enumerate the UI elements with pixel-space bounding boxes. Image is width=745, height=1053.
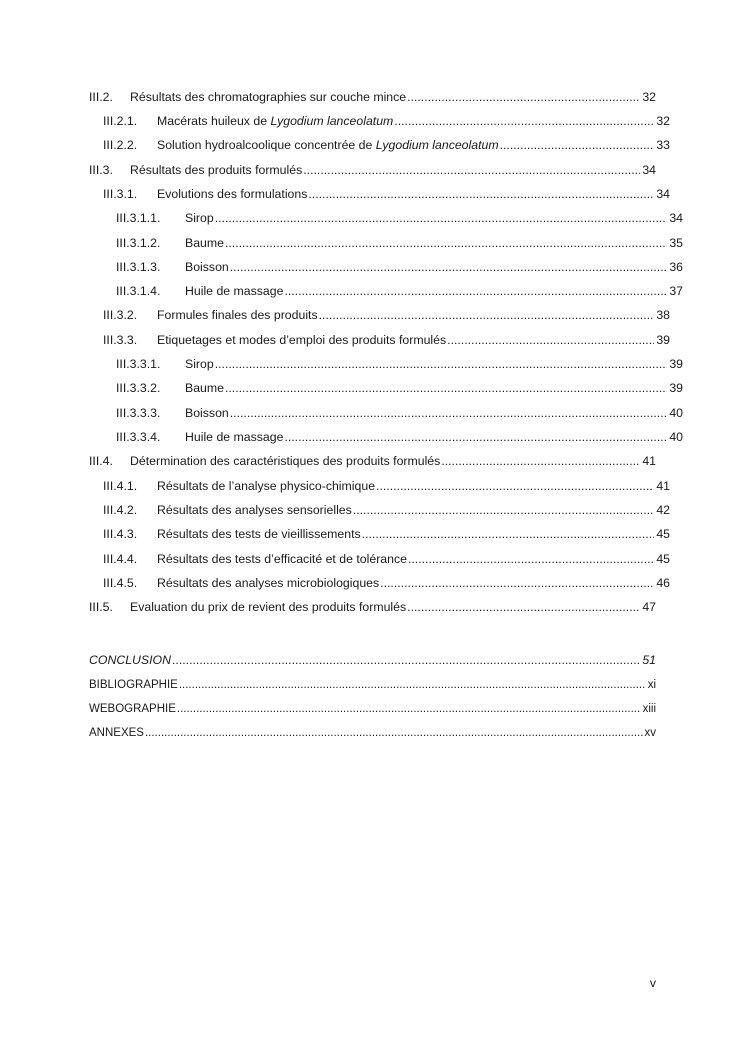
dot-leader [225,379,667,397]
toc-entry[interactable] [89,331,670,349]
toc-entry-page: 41 [656,479,670,493]
toc-entry-title: CONCLUSION [89,653,171,667]
toc-entry-number: III.4.2. [103,503,138,517]
dot-leader [380,574,654,592]
toc-entry[interactable] [89,258,683,276]
toc-entry-number: III.4. [89,454,113,468]
toc-entry-title: Baume [185,236,224,250]
toc-entry-number: III.2.2. [103,138,138,152]
toc-entry[interactable] [89,477,670,495]
toc-entry[interactable] [89,306,670,324]
toc-entry-title: Evaluation du prix de revient des produits formulés [130,600,407,614]
page-number: v [649,976,656,990]
toc-entry-title: Résultats des analyses microbiologiques [157,576,380,590]
toc-entry-page: 34 [669,211,683,225]
toc-entry-number: III.3.3.1. [116,357,161,371]
toc-entry[interactable] [89,379,683,397]
toc-entry-page: 36 [669,260,683,274]
toc-entry-number: III.3.3.4. [116,430,161,444]
toc-entry-number: III.3.1.1. [116,211,161,225]
dot-leader [376,477,654,495]
toc-entry-title: Résultats des tests d’efficacité et de tolérance [157,552,407,566]
toc-entry-title: ANNEXES [89,727,144,739]
dot-leader [145,724,643,742]
toc-entry[interactable] [89,428,683,446]
dot-leader [230,404,668,422]
toc-entry-title: Evolutions des formulations [157,187,308,201]
toc-entry-title: Solution hydroalcoolique concentrée de Lygodium lanceolatum [157,138,499,152]
toc-entry-page: 46 [656,576,670,590]
toc-entry-number: III.3.3.3. [116,406,161,420]
dot-leader [177,700,641,718]
dot-leader [303,161,640,179]
dot-leader [179,676,646,694]
dot-leader [407,598,640,616]
toc-entry[interactable] [89,525,670,543]
toc-entry-page: 39 [669,357,683,371]
toc-entry-title: Résultats des tests de vieillissements [157,527,361,541]
toc-entry[interactable] [89,574,670,592]
toc-entry-page: 33 [656,138,670,152]
dot-leader [172,651,640,669]
toc-entry[interactable] [89,452,656,470]
toc-entry-number: III.3.2. [103,308,138,322]
toc-entry[interactable] [89,185,670,203]
dot-leader [215,355,668,373]
toc-entry-annexes[interactable] [89,724,656,742]
toc-entry-page: 40 [669,406,683,420]
toc-entry[interactable] [89,598,656,616]
toc-entry-title: Macérats huileux de Lygodium lanceolatum [157,114,394,128]
toc-entry-number: III.4.4. [103,552,138,566]
toc-entry[interactable] [89,234,683,252]
toc-entry[interactable] [89,501,670,519]
toc-entry-number: III.3.3. [103,333,138,347]
toc-entry-number: III.3.3.2. [116,381,161,395]
toc-entry-number: III.2. [89,90,113,104]
toc-entry-title: Baume [185,381,224,395]
toc-entry-number: III.3.1.3. [116,260,161,274]
toc-entry[interactable] [89,88,656,106]
toc-entry-webographie[interactable] [89,700,656,718]
toc-entry-number: III.3.1.4. [116,284,161,298]
toc-entry-page: xiii [642,703,656,715]
toc-entry[interactable] [89,282,683,300]
toc-entry-number: III.4.3. [103,527,138,541]
toc-entry-number: III.4.1. [103,479,138,493]
dot-leader [284,282,667,300]
toc-entry-page: 45 [656,552,670,566]
toc-entry-page: 51 [642,653,656,667]
toc-entry-number: III.2.1. [103,114,138,128]
toc-entry-title: Sirop [185,211,214,225]
dot-leader [308,185,654,203]
dot-leader [394,112,654,130]
toc-entry-title: Formules finales des produits [157,308,318,322]
toc-entry-title: Huile de massage [185,430,284,444]
dot-leader [407,88,640,106]
dot-leader [215,209,668,227]
toc-entry-title: Détermination des caractéristiques des produits formulés [130,454,441,468]
toc-entry-page: 39 [656,333,670,347]
toc-entry[interactable] [89,355,683,373]
toc-entry-title: Sirop [185,357,214,371]
toc-entry-title: BIBLIOGRAPHIE [89,679,178,691]
dot-leader [447,331,654,349]
toc-entry-number: III.3.1.2. [116,236,161,250]
toc-entry-conclusion[interactable] [89,651,656,669]
toc-entry-page: 45 [656,527,670,541]
toc-entry-title: Résultats des analyses sensorielles [157,503,352,517]
dot-leader [500,136,655,154]
toc-entry-number: III.3.1. [103,187,138,201]
dot-leader [353,501,655,519]
toc-entry[interactable] [89,161,656,179]
toc-entry-bibliographie[interactable] [89,676,656,694]
toc-entry-page: 42 [656,503,670,517]
toc-entry-page: 41 [642,454,656,468]
toc-entry-title: WEBOGRAPHIE [89,703,176,715]
toc-entry-number: III.5. [89,600,113,614]
toc-entry[interactable] [89,136,670,154]
toc-entry-page: 37 [669,284,683,298]
toc-entry[interactable] [89,404,683,422]
toc-entry-page: 34 [656,187,670,201]
dot-leader [362,525,655,543]
dot-leader [225,234,667,252]
toc-entry-page: 32 [656,114,670,128]
dot-leader [230,258,668,276]
toc-entry-title: Résultats des chromatographies sur couche mince [130,90,407,104]
toc-entry-title: Huile de massage [185,284,284,298]
toc-entry-title: Boisson [185,260,229,274]
toc-entry[interactable] [89,550,670,568]
toc-entry-number: III.3. [89,163,113,177]
toc-entry-number: III.4.5. [103,576,138,590]
dot-leader [408,550,654,568]
toc-entry-page: 40 [669,430,683,444]
toc-entry-page: 32 [642,90,656,104]
toc-entry-title: Boisson [185,406,229,420]
toc-entry-title: Résultats des produits formulés [130,163,303,177]
toc-entry-page: 47 [642,600,656,614]
toc-entry-page: 34 [642,163,656,177]
dot-leader [284,428,667,446]
toc-entry-page: 39 [669,381,683,395]
toc-entry-page: 35 [669,236,683,250]
toc-entry-title: Etiquetages et modes d’emploi des produits formulés [157,333,447,347]
toc-entry[interactable] [89,112,670,130]
toc-entry-page: 38 [656,308,670,322]
toc-entry[interactable] [89,209,683,227]
dot-leader [441,452,640,470]
toc-entry-page: xv [644,727,656,739]
toc-entry-title: Résultats de l’analyse physico-chimique [157,479,376,493]
dot-leader [319,306,655,324]
toc-entry-page: xi [647,679,656,691]
